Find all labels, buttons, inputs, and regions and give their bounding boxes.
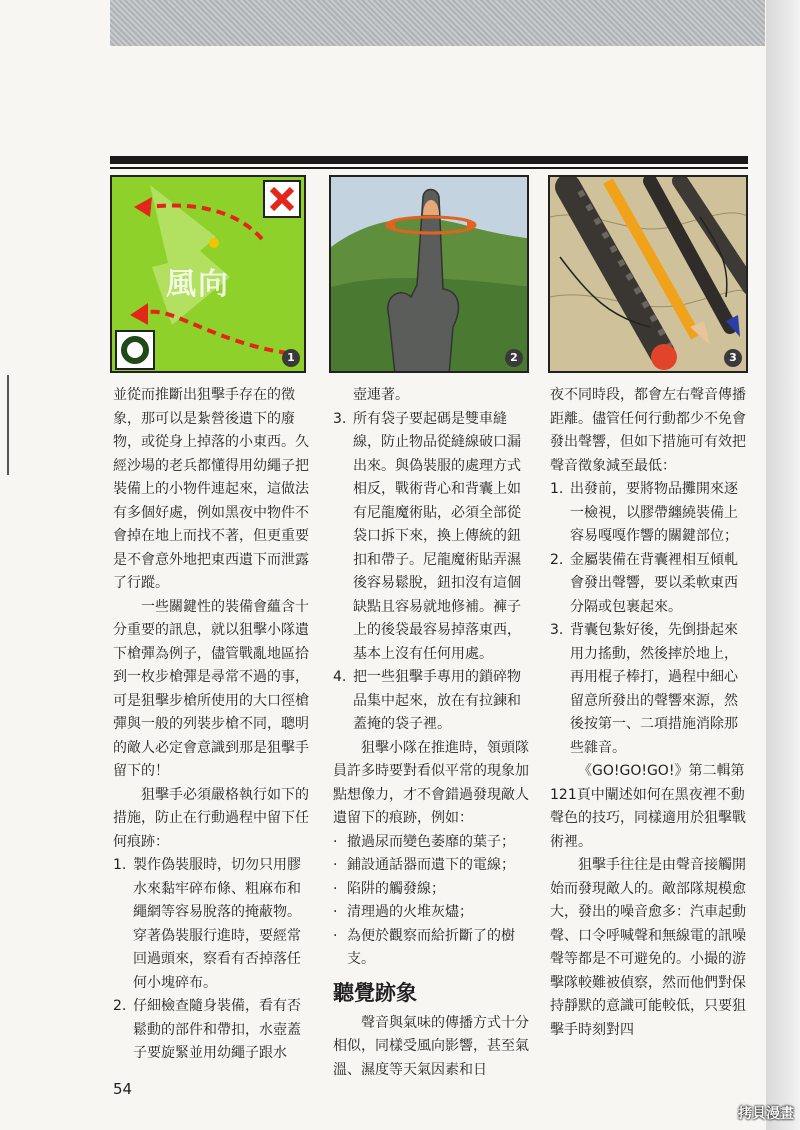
list-text: 製作偽裝服時，切勿只用膠水來黏牢碎布條、粗麻布和繩網等容易脫落的掩蔽物。穿著偽裝服行進時，要經常回過頭來，察看有否掉落任何小塊碎布。 xyxy=(133,857,301,991)
panel-number: 2 xyxy=(505,349,523,367)
page-number: 54 xyxy=(113,1080,133,1098)
text-column-3 xyxy=(550,384,748,1042)
bullet-item: · 為便於觀察而給折斷了的樹支。 xyxy=(333,925,529,972)
list-item xyxy=(333,666,529,737)
sniper-position-marker xyxy=(209,238,219,248)
text-column-2 xyxy=(333,384,529,1082)
bullet-text: 為便於觀察而給折斷了的樹支。 xyxy=(347,927,515,967)
paragraph: 狙擊手往往是由聲音接觸開始而發現敵人的。敵部隊規模愈大，發出的噪音愈多：汽車起動聲、口令呼喊聲和無線電的訊噪聲等都是不可避免的。小撮的游擊隊較難被偵察，然而他們對保持靜默的意識可能較低，只要狙擊手時刻對四 xyxy=(550,857,746,1038)
dashed-route-good xyxy=(144,312,288,353)
bullet-item: · 清理過的火堆灰燼； xyxy=(333,901,529,925)
route-arrowhead-icon xyxy=(134,197,152,217)
list-number: 2. xyxy=(113,998,127,1014)
bullet-text: 清理過的火堆灰燼； xyxy=(347,904,473,920)
panel-number: 3 xyxy=(724,349,742,367)
illustration-wind-direction xyxy=(110,175,306,373)
list-text: 所有袋子要起碼是雙車縫線，防止物品從縫線破口漏出來。與偽裝服的處理方式相反，戰術背心和背囊上如有尼龍魔術貼，必須全部從袋口拆下來，換上傳統的鈕扣和帶子。尼龍魔術貼弄濕後容易鬆脫，鈕扣沒有這個缺點且容易就地修補。褲子上的後袋最容易掉落東西，基本上沒有任何用處。 xyxy=(353,410,521,662)
bullet-text: 鋪設通話器而遺下的電線； xyxy=(347,857,515,873)
list-item xyxy=(550,549,748,620)
section-rule xyxy=(110,156,748,164)
paragraph: 狙擊手必須嚴格執行如下的措施，防止在行動過程中留下任何痕跡： xyxy=(113,786,309,850)
bullet-item: · 鋪設通話器而遺下的電線； xyxy=(333,854,529,878)
text-column-1 xyxy=(113,384,309,1066)
illustration-finger-test xyxy=(329,175,529,373)
flashlight-lens xyxy=(651,344,677,370)
gear-scene xyxy=(550,177,748,373)
section-rule-thin xyxy=(110,167,748,169)
bullet-text: 撤過尿而變色萎靡的葉子； xyxy=(347,833,515,850)
paragraph: 一些關鍵性的裝備會蘊含十分重要的訊息，就以狙擊小隊遺下槍彈為例子，儘管戰亂地區拾到一枚步槍彈是尋常不過的事，可是狙擊步槍所使用的大口徑槍彈與一般的列裝步槍不同，聰明的敵人必定會意識到那是狙擊手留下的！ xyxy=(113,598,309,779)
list-item xyxy=(113,854,309,995)
bullet-item: · 撤過尿而變色萎靡的葉子； xyxy=(333,831,529,855)
list-text: 背囊包紮好後，先倒掛起來用力搖動，然後摔於地上，再用棍子棒打，過程中細心留意所發出的聲響來源，然後按第一、二項措施消除那些雜音。 xyxy=(570,622,738,756)
list-item xyxy=(113,995,309,1066)
wind-label: 風向 xyxy=(166,267,230,302)
list-number: 4. xyxy=(333,669,347,685)
list-text: 把一些狙擊手專用的鎖碎物品集中起來，放在有拉鍊和蓋掩的袋子裡。 xyxy=(353,669,521,732)
panel-number: 1 xyxy=(282,349,300,367)
paragraph: 壺連著。 xyxy=(353,387,409,403)
list-number: 2. xyxy=(550,551,564,568)
list-number: 3. xyxy=(550,622,564,638)
paragraph: 狙擊小隊在推進時，領頭隊員許多時要對看似平常的現象加點想像力，才不會錯過發現敵人遺留下的痕跡，例如： xyxy=(333,739,529,826)
bullet-item: · 陷阱的觸發線； xyxy=(333,878,529,902)
paragraph: 並從而推斷出狙擊手存在的徵象，那可以是紮營後遺下的廢物，或從身上掉落的小東西。久經沙場的老兵都懂得用幼繩子把裝備上的小物件連起來，這做法有多個好處，例如黑夜中物件不會掉在地上而找不著，但更重要是不會意外地把東西遺下而泄露了行蹤。 xyxy=(113,387,309,591)
header-band xyxy=(110,0,765,46)
list-item xyxy=(550,619,748,760)
paragraph: 夜不同時段，都會左右聲音傳播距離。儘管任何行動都少不免會發出聲響，但如下措施可有效把聲音徵象減至最低： xyxy=(550,387,746,474)
watermark: 拷貝漫畫 xyxy=(738,1106,794,1122)
paragraph: 聲音與氣味的傳播方式十分相似，同樣受風向影響，甚至氣溫、濕度等天氣因素和日 xyxy=(333,1014,529,1078)
paragraph: 《GO!GO!GO!》第二輯第121頁中闡述如何在黑夜裡不動聲色的技巧，同樣適用於狙擊戰術裡。 xyxy=(550,763,746,850)
list-text: 仔細檢查隨身裝備，看有否鬆動的部件和帶扣，水壺蓋子要旋緊並用幼繩子跟水 xyxy=(133,998,301,1061)
margin-mark xyxy=(7,375,9,475)
section-heading: 聽覺跡象 xyxy=(333,980,417,1005)
list-number: 1. xyxy=(113,857,127,873)
list-text: 金屬裝備在背囊裡相互傾軋會發出聲響，要以柔軟東西分隔或包裹起來。 xyxy=(570,551,738,615)
list-item xyxy=(550,478,748,549)
bullet-text: 陷阱的觸發線； xyxy=(347,880,445,897)
list-number: 3. xyxy=(333,410,347,427)
list-number: 1. xyxy=(550,481,564,497)
list-item xyxy=(333,408,529,667)
page-edge xyxy=(766,0,800,1130)
route-arrowhead-icon xyxy=(130,303,148,325)
illustration-taped-gear xyxy=(548,175,748,373)
list-text: 出發前，要將物品攤開來逐一檢視，以膠帶纏繞裝備上容易嘎嘎作響的關鍵部位； xyxy=(570,481,738,544)
finger-scene xyxy=(331,177,529,373)
